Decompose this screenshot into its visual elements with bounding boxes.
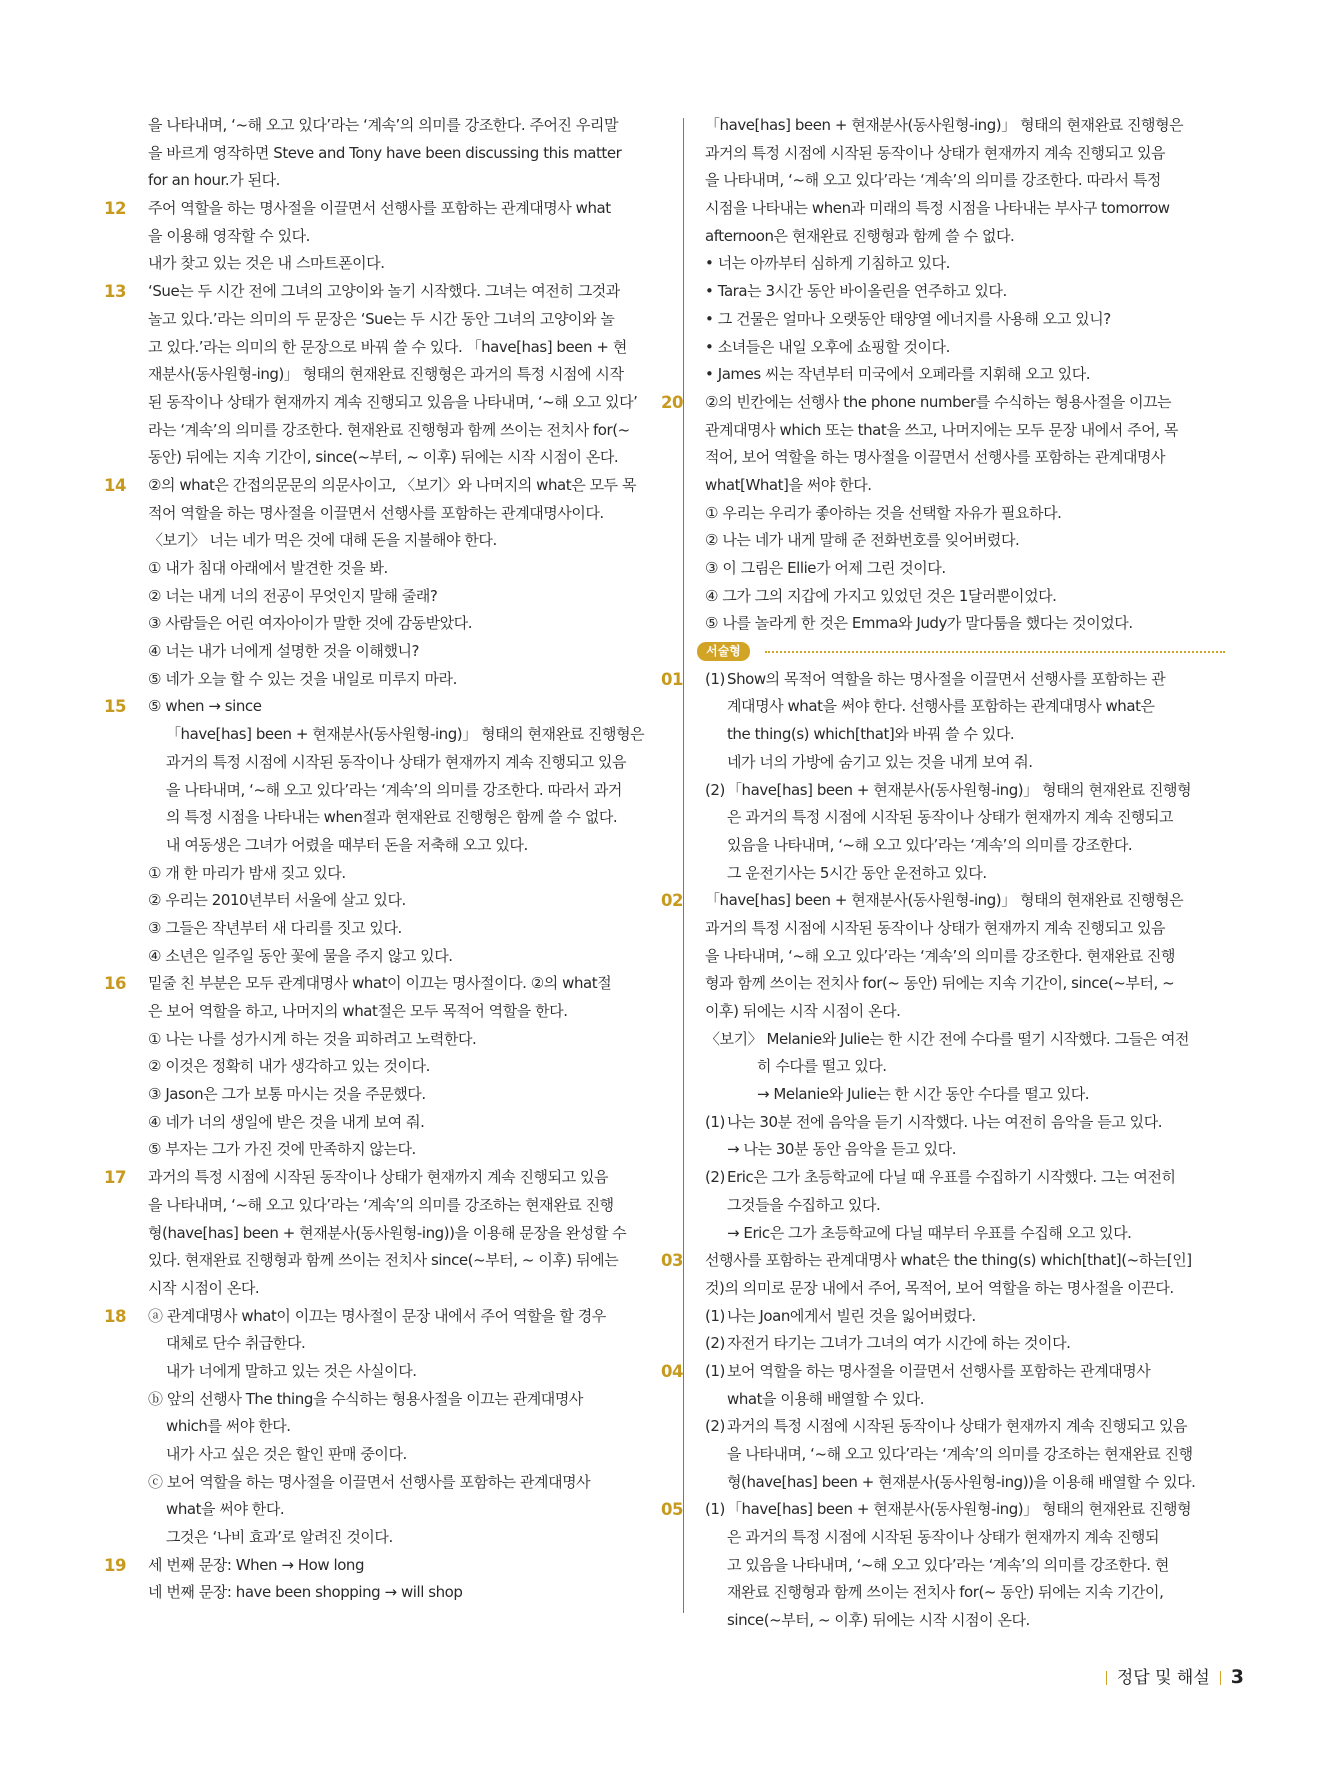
line-text: 은 보어 역할을 하고, 나머지의 what절은 모두 목적어 역할을 한다. <box>148 1002 568 1020</box>
question-number: 19 <box>104 1555 127 1575</box>
line-text: 을 나타내며, ‘~해 오고 있다’라는 ‘계속’의 의미를 강조한다. 따라서 과거 <box>166 780 622 799</box>
text-line <box>148 555 658 583</box>
text-line <box>148 1413 658 1441</box>
line-text: 대체로 단수 취급한다. <box>166 1334 306 1353</box>
text-line <box>705 1303 1225 1331</box>
text-line <box>705 804 1225 832</box>
line-text: 이후) 뒤에는 시작 시점이 온다. <box>705 1002 901 1020</box>
text-line <box>148 638 658 666</box>
text-line <box>148 1496 658 1524</box>
line-text: 그 운전기사는 5시간 동안 운전하고 있다. <box>727 863 987 882</box>
line-text: which를 써야 한다. <box>166 1417 291 1436</box>
text-line <box>148 915 658 943</box>
line-text: 시점을 나타내는 when과 미래의 특정 시점을 나타내는 부사구 tomorrow <box>705 199 1170 218</box>
line-text: 재완료 진행형과 함께 쓰이는 전치사 for(~ 동안) 뒤에는 지속 기간이, <box>727 1583 1164 1602</box>
text-line <box>661 666 1225 694</box>
text-line <box>705 1330 1225 1358</box>
line-text: 내가 찾고 있는 것은 내 스마트폰이다. <box>148 254 385 273</box>
text-line <box>148 306 658 334</box>
text-line <box>705 1386 1225 1414</box>
line-text: ④ 소년은 일주일 동안 꽃에 물을 주지 않고 있다. <box>148 946 453 965</box>
section-badge: 서술형 <box>697 642 750 661</box>
line-text: • James 씨는 작년부터 미국에서 오페라를 지휘해 오고 있다. <box>705 365 1091 384</box>
text-line <box>661 1247 1225 1275</box>
line-text: 을 나타내며, ‘~해 오고 있다’라는 ‘계속’의 의미를 강조하는 현재완료 진행 <box>148 1195 614 1214</box>
text-line <box>705 1579 1225 1607</box>
page-number: 3 <box>1230 1666 1244 1688</box>
text-line <box>148 1109 658 1137</box>
sub-item-label: (2) <box>705 780 725 799</box>
text-line <box>705 1220 1225 1248</box>
line-text: 을 나타내며, ‘~해 오고 있다’라는 ‘계속’의 의미를 강조하는 현재완료 진행 <box>727 1445 1193 1463</box>
text-line <box>148 1247 658 1275</box>
question-number: 04 <box>661 1361 684 1381</box>
text-line <box>705 527 1225 555</box>
text-line <box>705 832 1225 860</box>
text-line <box>148 417 658 445</box>
line-text: • 너는 아까부터 심하게 기침하고 있다. <box>705 254 950 273</box>
text-line <box>148 112 658 140</box>
question-number: 12 <box>104 199 127 219</box>
text-line <box>148 777 658 805</box>
footer-divider <box>1220 1671 1221 1685</box>
footer-divider <box>1106 1671 1107 1685</box>
text-line <box>104 693 658 721</box>
line-text: 과거의 특정 시점에 시작된 동작이나 상태가 현재까지 계속 진행되고 있음 <box>148 1168 609 1187</box>
text-line <box>148 1026 658 1054</box>
line-text: 「have[has] been + 현재분사(동사원형-ing)」 형태의 현재완료 진행형 <box>727 1500 1192 1519</box>
line-text: ② 이것은 정확히 내가 생각하고 있는 것이다. <box>148 1057 430 1076</box>
text-line <box>148 444 658 472</box>
text-line <box>148 361 658 389</box>
line-text: 을 이용해 영작할 수 있다. <box>148 226 310 245</box>
line-text: ⑤ 나를 놀라게 한 것은 Emma와 Judy가 말다툼을 했다는 것이었다. <box>705 614 1133 633</box>
line-text: 과거의 특정 시점에 시작된 동작이나 상태가 현재까지 계속 진행되고 있음 <box>166 752 627 771</box>
text-line <box>148 167 658 195</box>
text-line <box>705 500 1225 528</box>
text-line <box>705 555 1225 583</box>
line-text: 놀고 있다.’라는 의미의 두 문장은 ‘Sue는 두 시간 동안 그녀의 고양이와 놀 <box>148 309 615 328</box>
line-text: afternoon은 현재완료 진행형과 함께 쓸 수 없다. <box>705 226 1015 245</box>
text-line <box>661 887 1225 915</box>
text-line <box>705 1275 1225 1303</box>
dotted-rule <box>765 651 1225 653</box>
line-text: 라는 ‘계속’의 의미를 강조한다. 현재완료 진행형과 함께 쓰이는 전치사 for(~ <box>148 420 630 439</box>
text-line <box>148 1330 658 1358</box>
line-text: ‘Sue는 두 시간 전에 그녀의 고양이와 놀기 시작했다. 그녀는 여전히 그것과 <box>148 282 620 301</box>
text-line <box>705 749 1225 777</box>
line-text: 있음을 나타내며, ‘~해 오고 있다’라는 ‘계속’의 의미를 강조한다. <box>727 835 1133 854</box>
text-line <box>705 167 1225 195</box>
text-line <box>705 777 1225 805</box>
line-text: → Eric은 그가 초등학교에 다닐 때부터 우표를 수집해 오고 있다. <box>727 1223 1132 1242</box>
text-line <box>148 1358 658 1386</box>
text-line <box>705 1524 1225 1552</box>
text-line <box>705 693 1225 721</box>
line-text: ③ 이 그림은 Ellie가 어제 그린 것이다. <box>705 559 946 577</box>
line-text: ③ 그들은 작년부터 새 다리를 짓고 있다. <box>148 918 402 937</box>
text-line <box>148 749 658 777</box>
text-line <box>705 1109 1225 1137</box>
line-text: 형(have[has] been + 현재분사(동사원형-ing))을 이용해 배열할 수 있다. <box>727 1472 1196 1491</box>
text-line <box>705 361 1225 389</box>
line-text: 히 수다를 떨고 있다. <box>757 1057 887 1076</box>
line-text: 을 나타내며, ‘~해 오고 있다’라는 ‘계속’의 의미를 강조한다. 따라서 특정 <box>705 171 1161 190</box>
text-line <box>148 223 658 251</box>
line-text: ② 너는 내게 너의 전공이 무엇인지 말해 줄래? <box>148 586 438 605</box>
line-text: 의 특정 시점을 나타내는 when절과 현재완료 진행형은 함께 쓸 수 없다. <box>166 808 618 827</box>
line-text: 을 나타내며, ‘~해 오고 있다’라는 ‘계속’의 의미를 강조한다. 현재완료 진행 <box>705 946 1176 965</box>
text-line <box>148 334 658 362</box>
question-number: 03 <box>661 1251 684 1271</box>
page-footer <box>1096 1663 1244 1688</box>
line-text: • Tara는 3시간 동안 바이올린을 연주하고 있다. <box>705 282 1007 301</box>
text-line <box>148 804 658 832</box>
text-line <box>148 1275 658 1303</box>
text-line <box>148 1441 658 1469</box>
line-text: 고 있음을 나타내며, ‘~해 오고 있다’라는 ‘계속’의 의미를 강조한다. 현 <box>727 1555 1169 1574</box>
sub-item-label: (2) <box>705 1417 725 1436</box>
line-text: 나는 30분 전에 음악을 듣기 시작했다. 나는 여전히 음악을 듣고 있다. <box>727 1112 1163 1131</box>
text-line <box>705 250 1225 278</box>
line-text: ③ 사람들은 어린 여자아이가 말한 것에 감동받았다. <box>148 614 473 633</box>
line-text: ④ 그가 그의 지갑에 가지고 있었던 것은 1달러뿐이었다. <box>705 586 1057 605</box>
line-text: 그것들을 수집하고 있다. <box>727 1195 881 1214</box>
text-line <box>148 500 658 528</box>
line-text: 것)의 의미로 문장 내에서 주어, 목적어, 보어 역할을 하는 명사절을 이끈다. <box>705 1278 1174 1297</box>
right-column <box>661 112 1225 1635</box>
text-line <box>705 721 1225 749</box>
line-text: • 그 건물은 얼마나 오랫동안 태양열 에너지를 사용해 오고 있니? <box>705 309 1111 328</box>
line-text: 재분사(동사원형-ing)」 형태의 현재완료 진행형은 과거의 특정 시점에 시작 <box>148 365 624 384</box>
line-text: 은 과거의 특정 시점에 시작된 동작이나 상태가 현재까지 계속 진행되고 <box>727 808 1174 827</box>
line-text: 을 바르게 영작하면 Steve and Tony have been discussing this matter <box>148 143 622 162</box>
line-text: ⑤ when → since <box>148 697 262 716</box>
line-text: ① 개 한 마리가 밤새 짖고 있다. <box>148 863 346 882</box>
sub-item-label: (2) <box>705 1168 725 1187</box>
text-line <box>705 1081 1225 1109</box>
text-line <box>148 140 658 168</box>
line-text: 과거의 특정 시점에 시작된 동작이나 상태가 현재까지 계속 진행되고 있음 <box>727 1417 1188 1436</box>
line-text: 나는 Joan에게서 빌린 것을 잃어버렸다. <box>727 1306 976 1325</box>
line-text: ① 나는 나를 성가시게 하는 것을 피하려고 노력한다. <box>148 1029 477 1048</box>
question-number: 13 <box>104 282 127 302</box>
line-text: 계대명사 what을 써야 한다. 선행사를 포함하는 관계대명사 what은 <box>727 697 1155 716</box>
line-text: 고 있다.’라는 의미의 한 문장으로 바꿔 쓸 수 있다. 「have[has] been + 현 <box>148 337 627 356</box>
text-line <box>705 444 1225 472</box>
text-line <box>705 1607 1225 1635</box>
line-text: ③ Jason은 그가 보통 마시는 것을 주문했다. <box>148 1085 426 1104</box>
text-line <box>148 1524 658 1552</box>
text-line <box>705 915 1225 943</box>
line-text: ②의 빈칸에는 선행사 the phone number를 수식하는 형용사절을 이끄는 <box>705 392 1172 411</box>
text-line <box>148 1192 658 1220</box>
line-text: 적어, 보어 역할을 하는 명사절을 이끌면서 선행사를 포함하는 관계대명사 <box>705 448 1166 467</box>
line-text: 자전거 타기는 그녀가 그녀의 여가 시간에 하는 것이다. <box>727 1334 1071 1353</box>
line-text: 적어 역할을 하는 명사절을 이끌면서 선행사를 포함하는 관계대명사이다. <box>148 503 604 522</box>
question-number: 01 <box>661 669 684 689</box>
question-number: 16 <box>104 974 127 994</box>
question-number: 14 <box>104 475 127 495</box>
line-text: ④ 네가 너의 생일에 받은 것을 내게 보여 줘. <box>148 1112 425 1131</box>
line-text: 된 동작이나 상태가 현재까지 계속 진행되고 있음을 나타내며, ‘~해 오고 있다’ <box>148 392 638 411</box>
line-text: ⑤ 네가 오늘 할 수 있는 것을 내일로 미루지 마라. <box>148 669 457 688</box>
text-line <box>104 195 658 223</box>
line-text: 네 번째 문장: have been shopping → will shop <box>148 1583 463 1602</box>
line-text: for an hour.가 된다. <box>148 171 280 190</box>
text-line <box>148 832 658 860</box>
sub-item-label: (2) <box>705 1334 725 1353</box>
line-text: 형(have[has] been + 현재분사(동사원형-ing))을 이용해 문장을 완성할 수 <box>148 1223 627 1242</box>
line-text: 내가 너에게 말하고 있는 것은 사실이다. <box>166 1361 417 1380</box>
line-text: 보어 역할을 하는 명사절을 이끌면서 선행사를 포함하는 관계대명사 <box>727 1361 1151 1380</box>
line-text: 형과 함께 쓰이는 전치사 for(~ 동안) 뒤에는 지속 기간이, since(~부터, ~ <box>705 974 1175 993</box>
line-text: the thing(s) which[that]와 바꿔 쓸 수 있다. <box>727 725 1015 744</box>
text-line <box>705 610 1225 638</box>
text-line <box>104 1164 658 1192</box>
line-text: 「have[has] been + 현재분사(동사원형-ing)」 형태의 현재완료 진행형은 <box>705 891 1184 910</box>
text-line <box>705 1136 1225 1164</box>
sub-item-label: (1) <box>705 1361 725 1380</box>
text-line <box>148 1053 658 1081</box>
text-line <box>148 721 658 749</box>
text-line <box>705 278 1225 306</box>
question-number: 18 <box>104 1306 127 1326</box>
line-text: 있다. 현재완료 진행형과 함께 쓰이는 전치사 since(~부터, ~ 이후) 뒤에는 <box>148 1251 619 1270</box>
line-text: 그것은 ‘나비 효과’로 알려진 것이다. <box>166 1528 393 1547</box>
line-text: 과거의 특정 시점에 시작된 동작이나 상태가 현재까지 계속 진행되고 있음 <box>705 918 1166 937</box>
text-line <box>705 583 1225 611</box>
line-text: 동안) 뒤에는 지속 기간이, since(~부터, ~ 이후) 뒤에는 시작 시점이 온다. <box>148 448 619 467</box>
text-line <box>705 943 1225 971</box>
text-line <box>705 306 1225 334</box>
text-line <box>148 1386 658 1414</box>
text-line <box>705 1413 1225 1441</box>
sub-item-label: (1) <box>705 1306 725 1325</box>
line-text: 내 여동생은 그녀가 어렸을 때부터 돈을 저축해 오고 있다. <box>166 835 528 854</box>
text-line <box>148 943 658 971</box>
line-text: what을 이용해 배열할 수 있다. <box>727 1389 925 1408</box>
text-line <box>148 1579 658 1607</box>
line-text: ⓐ 관계대명사 what이 이끄는 명사절이 문장 내에서 주어 역할을 할 경우 <box>148 1306 606 1325</box>
section-header <box>705 638 1225 666</box>
sub-item-label: (1) <box>705 1500 725 1519</box>
line-text: 내가 사고 싶은 것은 할인 판매 중이다. <box>166 1445 407 1463</box>
line-text: ④ 너는 내가 너에게 설명한 것을 이해했니? <box>148 642 420 661</box>
text-line <box>705 112 1225 140</box>
text-line <box>148 1136 658 1164</box>
line-text: ⑤ 부자는 그가 가진 것에 만족하지 않는다. <box>148 1140 416 1159</box>
line-text: ① 우리는 우리가 좋아하는 것을 선택할 자유가 필요하다. <box>705 503 1062 522</box>
line-text: 선행사를 포함하는 관계대명사 what은 the thing(s) which[that](~하는[인] <box>705 1251 1192 1270</box>
line-text: ②의 what은 간접의문문의 의문사이고, 〈보기〉와 나머지의 what은 모두 목 <box>148 475 637 494</box>
line-text: → Melanie와 Julie는 한 시간 동안 수다를 떨고 있다. <box>757 1085 1090 1104</box>
text-line <box>104 278 658 306</box>
text-line <box>705 223 1225 251</box>
text-line <box>661 389 1225 417</box>
text-line <box>705 1026 1225 1054</box>
text-line <box>705 334 1225 362</box>
sub-item-label: (1) <box>705 669 725 688</box>
line-text: 과거의 특정 시점에 시작된 동작이나 상태가 현재까지 계속 진행되고 있음 <box>705 143 1166 162</box>
text-line <box>148 666 658 694</box>
line-text: 〈보기〉 너는 네가 먹은 것에 대해 돈을 지불해야 한다. <box>148 531 497 550</box>
line-text: 네가 너의 가방에 숨기고 있는 것을 내게 보여 줘. <box>727 752 1033 771</box>
question-number: 15 <box>104 697 127 717</box>
line-text: 세 번째 문장: When → How long <box>148 1555 365 1574</box>
line-text: what을 써야 한다. <box>166 1500 285 1519</box>
text-line <box>148 583 658 611</box>
line-text: 주어 역할을 하는 명사절을 이끌면서 선행사를 포함하는 관계대명사 what <box>148 199 611 218</box>
text-line <box>148 860 658 888</box>
line-text: ② 나는 네가 내게 말해 준 전화번호를 잊어버렸다. <box>705 531 1020 550</box>
text-line <box>705 1469 1225 1497</box>
line-text: since(~부터, ~ 이후) 뒤에는 시작 시점이 온다. <box>727 1611 1030 1630</box>
line-text: what[What]을 써야 한다. <box>705 475 872 494</box>
text-line <box>705 1164 1225 1192</box>
text-line <box>705 860 1225 888</box>
text-line <box>148 610 658 638</box>
line-text: • 소녀들은 내일 오후에 쇼핑할 것이다. <box>705 337 950 356</box>
line-text: Eric은 그가 초등학교에 다닐 때 우표를 수집하기 시작했다. 그는 여전히 <box>727 1168 1176 1187</box>
text-line <box>705 970 1225 998</box>
text-line <box>661 1496 1225 1524</box>
text-line <box>705 1441 1225 1469</box>
line-text: 시작 시점이 온다. <box>148 1278 260 1297</box>
text-line <box>148 887 658 915</box>
text-line <box>148 250 658 278</box>
line-text: 밑줄 친 부분은 모두 관계대명사 what이 이끄는 명사절이다. ②의 what절 <box>148 974 612 993</box>
text-line <box>705 417 1225 445</box>
line-text: 관계대명사 which 또는 that을 쓰고, 나머지에는 모두 문장 내에서 주어, 목 <box>705 420 1178 439</box>
text-line <box>148 389 658 417</box>
text-line <box>104 1552 658 1580</box>
line-text: 「have[has] been + 현재분사(동사원형-ing)」 형태의 현재완료 진행형은 <box>166 725 645 744</box>
line-text: ⓑ 앞의 선행사 The thing을 수식하는 형용사절을 이끄는 관계대명사 <box>148 1389 583 1408</box>
text-line <box>705 472 1225 500</box>
text-line <box>148 1081 658 1109</box>
text-line <box>148 1220 658 1248</box>
text-line <box>705 140 1225 168</box>
text-line <box>148 1469 658 1497</box>
left-column <box>104 112 658 1607</box>
text-line <box>705 1552 1225 1580</box>
question-number: 05 <box>661 1500 684 1520</box>
text-line <box>705 1053 1225 1081</box>
footer-label: 정답 및 해설 <box>1116 1668 1210 1688</box>
line-text: 은 과거의 특정 시점에 시작된 동작이나 상태가 현재까지 계속 진행되 <box>727 1528 1159 1547</box>
text-line <box>705 1192 1225 1220</box>
line-text: Show의 목적어 역할을 하는 명사절을 이끌면서 선행사를 포함하는 관 <box>727 669 1166 688</box>
line-text: 을 나타내며, ‘~해 오고 있다’라는 ‘계속’의 의미를 강조한다. 주어진 우리말 <box>148 116 619 134</box>
column-divider <box>683 118 684 1613</box>
text-line <box>661 1358 1225 1386</box>
sub-item-label: (1) <box>705 1112 725 1131</box>
text-line <box>104 1303 658 1331</box>
question-number: 02 <box>661 891 684 911</box>
line-text: ⓒ 보어 역할을 하는 명사절을 이끌면서 선행사를 포함하는 관계대명사 <box>148 1472 591 1491</box>
line-text: 「have[has] been + 현재분사(동사원형-ing)」 형태의 현재완료 진행형은 <box>705 116 1184 134</box>
line-text: 〈보기〉 Melanie와 Julie는 한 시간 전에 수다를 떨기 시작했다. 그들은 여전 <box>705 1029 1190 1048</box>
line-text: ① 내가 침대 아래에서 발견한 것을 봐. <box>148 559 388 577</box>
text-line <box>104 970 658 998</box>
line-text: 「have[has] been + 현재분사(동사원형-ing)」 형태의 현재완료 진행형 <box>727 780 1192 799</box>
question-number: 20 <box>661 392 684 412</box>
question-number: 17 <box>104 1168 127 1188</box>
text-line <box>148 527 658 555</box>
line-text: ② 우리는 2010년부터 서울에 살고 있다. <box>148 891 406 910</box>
line-text: → 나는 30분 동안 음악을 듣고 있다. <box>727 1140 957 1159</box>
text-line <box>705 998 1225 1026</box>
text-line <box>148 998 658 1026</box>
text-line <box>705 195 1225 223</box>
text-line <box>104 472 658 500</box>
